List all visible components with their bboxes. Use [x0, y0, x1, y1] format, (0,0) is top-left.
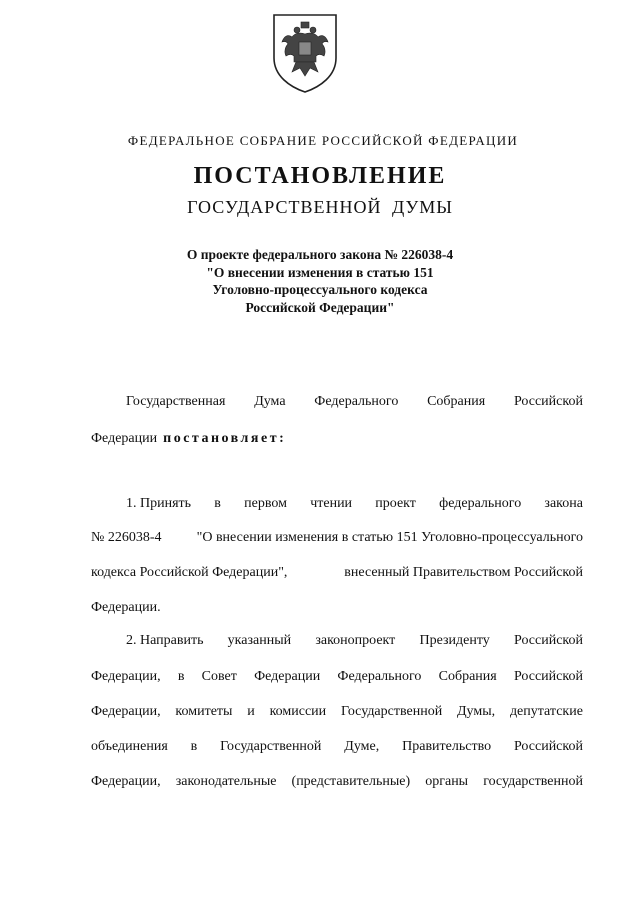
- word: указанный: [227, 633, 292, 648]
- word: Федерального: [337, 669, 422, 684]
- word: и: [247, 704, 255, 719]
- word: Федерации: [254, 669, 321, 684]
- text-line: [91, 565, 583, 600]
- word: в: [177, 669, 185, 684]
- text-line: [91, 496, 583, 530]
- coat-of-arms-icon: [270, 12, 340, 94]
- word: Российской: [514, 633, 583, 648]
- word: государственной: [483, 774, 583, 789]
- preamble-paragraph: [91, 394, 583, 447]
- text-line: [91, 394, 583, 431]
- word: Российской: [513, 739, 583, 754]
- document-type-title: ПОСТАНОВЛЕНИЕ: [193, 163, 447, 189]
- subject-line: "О внесении изменения в статью 151: [206, 264, 434, 280]
- word: 2. Направить: [126, 633, 204, 648]
- word: Правительство: [402, 739, 492, 754]
- word: кодекса Российской Федерации",: [91, 565, 288, 580]
- text-line: [91, 633, 583, 669]
- word: Федерации,: [91, 669, 161, 684]
- word: "О внесении изменения в статью 151 Уголовно-процессуального: [196, 530, 583, 545]
- text-line: [91, 669, 583, 704]
- word: Думы,: [457, 704, 496, 719]
- word: объединения: [91, 739, 168, 754]
- text-line: [91, 600, 583, 616]
- word: Собрания: [427, 394, 486, 409]
- text-line: [91, 431, 583, 447]
- text-line: [91, 530, 583, 565]
- word: Федерации: [91, 431, 158, 446]
- subject-line: Уголовно-процессуального кодекса: [212, 282, 428, 297]
- word: закона: [544, 496, 583, 511]
- item-2-paragraph: [91, 633, 583, 790]
- word: № 226038-4: [91, 530, 162, 545]
- word: Российской: [513, 394, 583, 409]
- word: Государственной: [340, 704, 443, 719]
- word: 1. Принять: [126, 496, 192, 511]
- word: Государственная: [126, 394, 226, 409]
- word: депутатские: [509, 704, 583, 719]
- word: Президенту: [419, 633, 490, 648]
- word: Российской: [513, 669, 583, 684]
- word: внесенный Правительством Российской: [344, 565, 583, 580]
- decree-word: постановляет:: [163, 431, 287, 446]
- text-line: [91, 739, 583, 774]
- word: органы: [425, 774, 469, 789]
- word: Совет: [201, 669, 237, 684]
- word: федерального: [439, 496, 522, 511]
- word: комитеты: [175, 704, 233, 719]
- word: в: [214, 496, 221, 511]
- document-issuer: ГОСУДАРСТВЕННОЙ ДУМЫ: [187, 197, 453, 217]
- subject-line: О проекте федерального закона № 226038-4: [186, 247, 454, 262]
- word: Думе,: [344, 739, 380, 754]
- word: первом: [244, 496, 287, 511]
- word: Государственной: [220, 739, 322, 754]
- word: проект: [375, 496, 416, 511]
- word: законопроект: [315, 633, 396, 648]
- word: Федерации,: [91, 774, 161, 789]
- text-line: [91, 774, 583, 790]
- word: чтении: [310, 496, 353, 511]
- word: Федерации.: [91, 600, 161, 615]
- word: Собрания: [438, 669, 497, 684]
- word: (представительные): [291, 774, 411, 789]
- word: Федерации,: [91, 704, 161, 719]
- word: комиссии: [269, 704, 327, 719]
- word: в: [190, 739, 198, 754]
- subject-line: Российской Федерации": [245, 299, 395, 315]
- word: законодательные: [175, 774, 277, 789]
- text-line: [91, 704, 583, 739]
- item-1-paragraph: [91, 496, 583, 616]
- word: Дума: [254, 394, 286, 409]
- word: Федерального: [314, 394, 399, 409]
- organization-name: ФЕДЕРАЛЬНОЕ СОБРАНИЕ РОССИЙСКОЙ ФЕДЕРАЦИИ: [127, 133, 519, 148]
- document-subject: [0, 246, 640, 316]
